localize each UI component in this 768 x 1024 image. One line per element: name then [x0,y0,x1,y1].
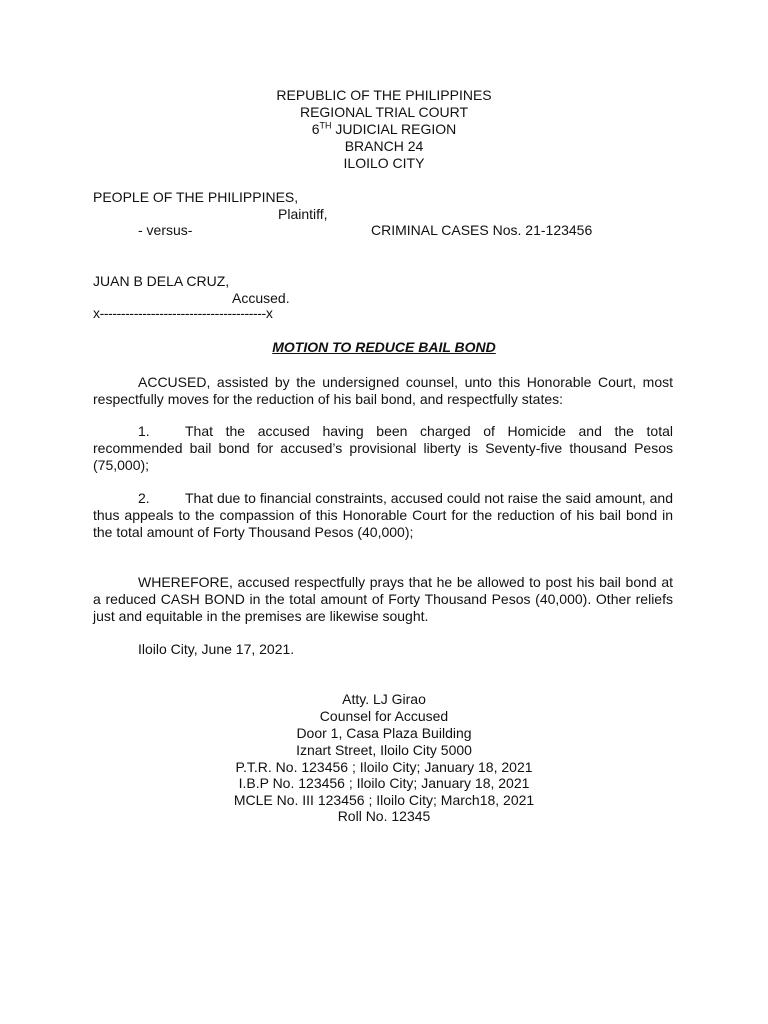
caption-region-suffix: TH [319,120,332,131]
intro-paragraph [93,374,673,408]
caption-separator: x---------------------------------------x [93,305,273,321]
versus-label: - versus- [138,222,193,238]
counsel-name: Atty. LJ Girao [342,691,426,707]
plaintiff-role: Plaintiff, [278,206,328,222]
court-caption [0,87,768,172]
counsel-mcle: MCLE No. III 123456 ; Iloilo City; March18, 2021 [233,792,535,808]
counsel-address-1: Door 1, Casa Plaza Building [296,725,472,741]
caption-city: ILOILO CITY [343,155,425,171]
item-2-text: That due to financial constraints, accused could not raise the said amount, and thus appeals to the compassion of this Honorable Court for the reduction of his bail bond in the total amount of Forty Thousand Pesos (40,000); [93,490,673,540]
prayer-paragraph [93,574,673,625]
caption-court: REGIONAL TRIAL COURT [299,104,469,120]
case-number: CRIMINAL CASES Nos. 21-123456 [371,222,593,238]
counsel-ibp: I.B.P No. 123456 ; Iloilo City; January 18, 2021 [238,775,530,791]
counsel-role: Counsel for Accused [319,708,449,724]
item-1-number: 1. [138,423,150,439]
item-2-paragraph [93,490,673,541]
item-2-number: 2. [138,490,150,506]
caption-republic: REPUBLIC OF THE PHILIPPINES [276,87,492,103]
item-1-text: That the accused having been charged of Homicide and the total recommended bail bond for accused’s provisional liberty is Seventy-five thousand Pesos (75,000); [93,423,673,473]
caption-region [0,121,768,138]
prayer-text: WHEREFORE, accused respectfully prays that he be allowed to post his bail bond at a reduced CASH BOND in the total amount of Forty Thousand Pesos (40,000). Other reliefs just and equitable in the premises are likewise sought. [93,574,673,624]
item-1-paragraph [93,423,673,474]
counsel-roll: Roll No. 12345 [337,808,431,824]
accused-name: JUAN B DELA CRUZ, [93,273,230,289]
date-place: Iloilo City, June 17, 2021. [138,641,295,657]
intro-text: ACCUSED, assisted by the undersigned counsel, unto this Honorable Court, most respectfully moves for the reduction of his bail bond, and respectfully states: [93,374,673,407]
caption-region-number: 6 [311,121,320,137]
caption-branch: BRANCH 24 [344,138,424,154]
counsel-address-2: Iznart Street, Iloilo City 5000 [296,742,472,758]
accused-role: Accused. [232,290,290,306]
plaintiff-name: PEOPLE OF THE PHILIPPINES, [93,189,299,205]
motion-title: MOTION TO REDUCE BAIL BOND [272,339,496,355]
caption-region-text: JUDICIAL REGION [331,121,457,137]
counsel-ptr: P.T.R. No. 123456 ; Iloilo City; January 18, 2021 [235,759,533,775]
